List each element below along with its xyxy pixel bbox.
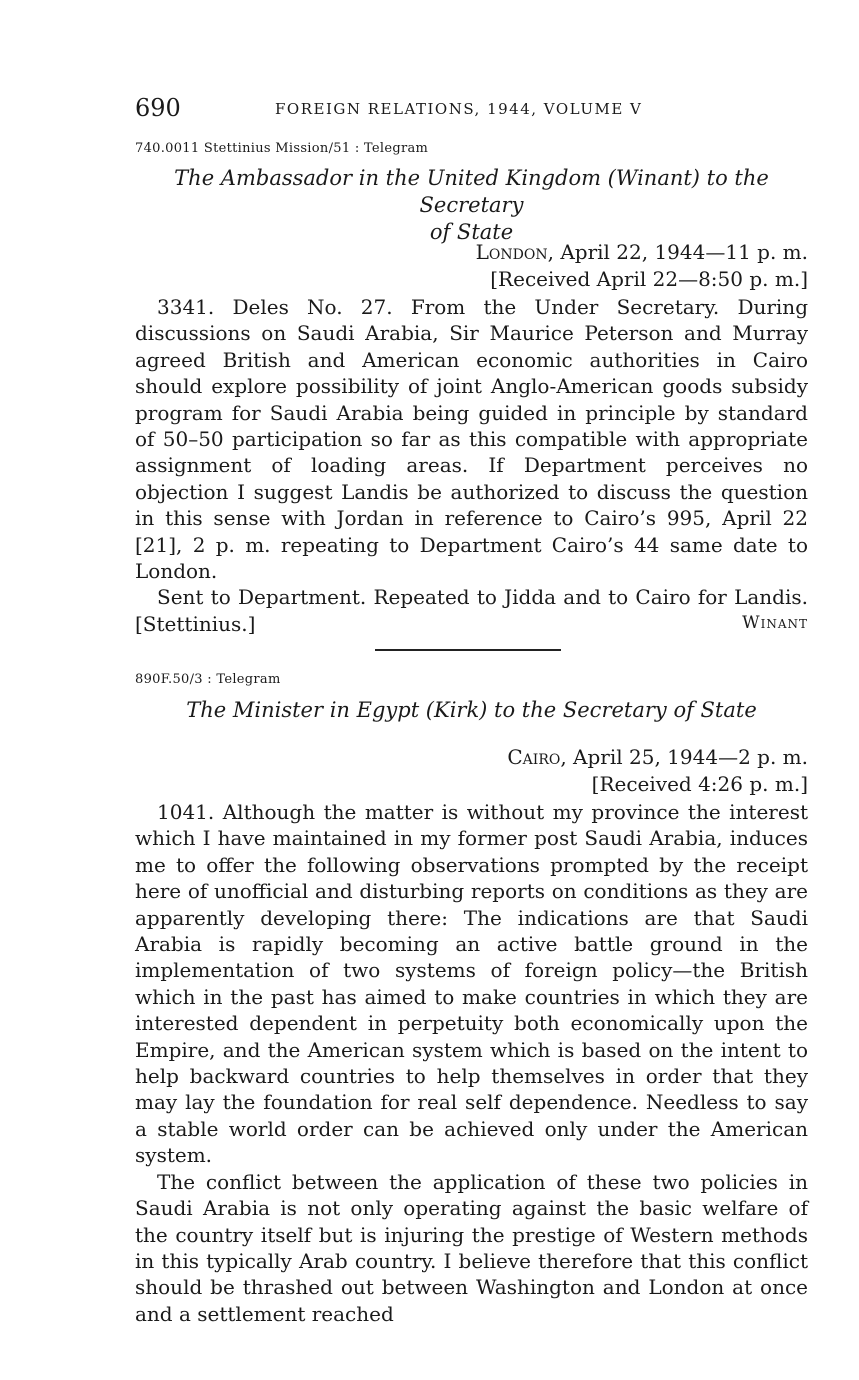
- doc1-sent-line: [135, 239, 808, 266]
- doc1-body: [135, 294, 808, 637]
- doc1-received: [Received April 22—8:50 p. m.]: [490, 267, 808, 291]
- doc2-title: The Minister in Egypt (Kirk) to the Secretary of State: [186, 698, 757, 722]
- doc1-paragraph-2: Sent to Department. Repeated to Jidda and to Cairo for Landis. [Stettinius.]: [135, 585, 808, 636]
- running-title: FOREIGN RELATIONS, 1944, VOLUME V: [275, 100, 643, 118]
- running-head: [135, 94, 808, 124]
- doc2-received: [Received 4:26 p. m.]: [591, 772, 808, 796]
- doc1-title-line1: The Ambassador in the United Kingdom (Winant) to the Secretary: [174, 166, 769, 217]
- doc2-sent-line: [135, 744, 808, 771]
- doc2-date: , April 25, 1944—2 p. m.: [560, 745, 808, 769]
- doc1-dateline: [135, 239, 808, 293]
- page-number: 690: [135, 94, 181, 122]
- doc1-title-line2: of State: [429, 220, 514, 244]
- doc2-dateline: [135, 744, 808, 798]
- doc1-title: [135, 165, 808, 246]
- doc1-file-ref: 740.0011 Stettinius Mission/51 : Telegram: [135, 141, 429, 156]
- doc2-paragraph-2: The conflict between the application of these two policies in Saudi Arabia is not only operating against the basic welfare of the country itself but is injuring the prestige of Western methods in this typically Arab country. I believe therefore that this conflict should be thrashed out between Washington and London at once and a settlement reached: [135, 1169, 808, 1326]
- doc2-paragraph-1: 1041. Although the matter is without my province the interest which I have maintained in my former post Saudi Arabia, induces me to offer the following observations prompted by the receipt here of unofficial and disturbing reports on conditions as they are apparently developing there: The indications are that Saudi Arabia is rapidly becoming an active battle ground in the implementation of two systems of foreign policy—the British which in the past has aimed to make countries in which they are interested dependent in perpetuity both economically upon the Empire, and the American system which is based on the intent to help backward countries to help themselves in order that they may lay the foundation for real self dependence. Needless to say a stable world order can be achieved only under the American system.: [135, 800, 808, 1168]
- section-divider: [375, 649, 561, 651]
- doc2-place: Cairo: [507, 745, 561, 769]
- doc1-signature: Winant: [742, 613, 808, 633]
- doc2-file-ref: 890F.50/3 : Telegram: [135, 672, 281, 687]
- doc1-place: London: [475, 240, 548, 264]
- doc2-body: [135, 799, 808, 1327]
- doc1-date: , April 22, 1944—11 p. m.: [547, 240, 808, 264]
- doc1-paragraph-1: 3341. Deles No. 27. From the Under Secretary. During discussions on Saudi Arabia, Sir Maurice Peterson and Murray agreed British and American economic authorities in Cairo should explore possibility of joint Anglo-American goods subsidy program for Saudi Arabia being guided in principle by standard of 50–50 participation so far as this compatible with appropriate assignment of loading areas. If Department perceives no objection I suggest Landis be authorized to discuss the question in this sense with Jordan in reference to Cairo’s 995, April 22 [21], 2 p. m. repeating to Department Cairo’s 44 same date to London.: [135, 295, 808, 584]
